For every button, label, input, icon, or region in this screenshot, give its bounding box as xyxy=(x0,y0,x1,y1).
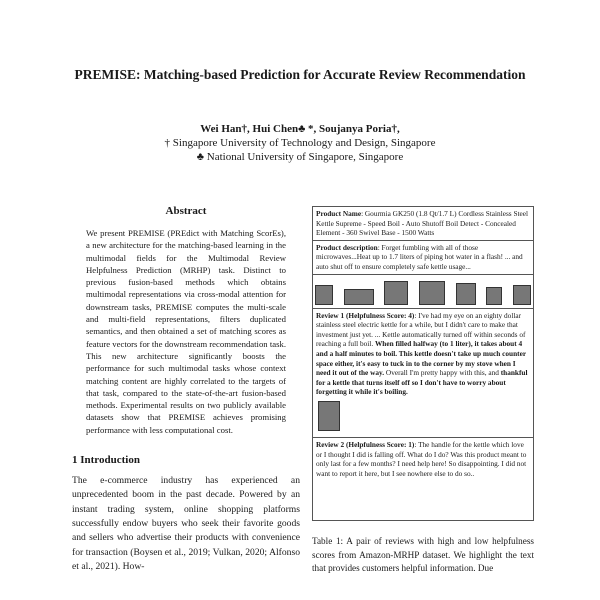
review-1-image-row xyxy=(316,397,530,435)
introduction-heading: 1 Introduction xyxy=(72,454,140,467)
review-1-cell xyxy=(312,309,534,438)
product-desc-text: : Forget fumbling with all of those microwaves...Heat up to 1.7 liters of piping hot water in a flash! ... and auto shut off to ensure completely safe kettle usage... xyxy=(316,242,523,271)
product-description-cell xyxy=(312,241,534,275)
kettle-image-6 xyxy=(486,287,502,305)
table-caption: Table 1: A pair of reviews with high and low helpfulness scores from Amazon-MRHP dataset. We highlight the text that provides customers helpful information. Due xyxy=(312,536,534,573)
product-desc-label: Product description xyxy=(316,242,378,252)
author-block xyxy=(60,122,540,164)
review-2-spacer xyxy=(316,478,530,518)
review-1-highlight-1: When filled halfway (to 1 liter), it takes about 4 and a half minutes to boil. This kettle doesn't take up much counter space either, it's easy to tuck in to the corner by my stove when I need it out of the way. xyxy=(316,339,526,378)
review-2-cell xyxy=(312,438,534,521)
affiliation-1: † Singapore University of Technology and Design, Singapore xyxy=(164,137,436,149)
kettle-image-2 xyxy=(344,289,374,305)
review-2-text: : The handle for the kettle which love or I thought I did is falling off. What do I do? Was this product meant to only last for a few months? I need help here! So disappointing. I did not want to report it here, but I see nowhere else to do so.. xyxy=(316,439,527,478)
kettle-image-7 xyxy=(513,285,531,305)
kettle-image-5 xyxy=(456,283,476,305)
review-2-label: Review 2 (Helpfulness Score: 1) xyxy=(316,439,415,449)
review-1-text: : I've had my eye on an eighty dollar stainless steel electric kettle for a while, but I didn't care to make that investment just yet. ... Kettle automatically turned off within seconds of reaching a full boil. xyxy=(316,310,526,349)
abstract-body: We present PREMISE (PREdict with Matching ScorEs), a new architecture for the matching-based learning in the multimodal fields for the Multimodal Review Helpfulness Prediction (MRHP) task. Distinct to previous fusion-based methods which obtains multimodal representations via cross-modal attention for downstream tasks, PREMISE computes the multi-scale and multi-field representations, filters duplicated semantics, and then obtained a set of matching scores as feature vectors for the downstream recommendation task. This new architecture significantly boosts the performance for such multimodal tasks whose context matching content are highly correlated to the targets of that task, compared to the state-of-the-art fusion-based methods. Experimental results on two publicly available datasets show that PREMISE achieves promising performance with less computational cost. xyxy=(86,228,286,435)
kettle-image-4 xyxy=(419,281,445,305)
review-1-text-2: Overall I'm pretty happy with this, and xyxy=(384,368,501,378)
introduction-body: The e-commerce industry has experienced an unprecedented boom in the past decade. Powered by an instant trading system, online shopping platforms successfully endow buyers who seek their favorite goods and sellers who advertise their products with convenience for transaction (Boysen et al., 2019; Vulkan, 2020; Alfonso et al., 2021). How- xyxy=(72,475,300,572)
product-name-text: : Gourmia GK250 (1.8 Qt/1.7 L) Cordless Stainless Steel Kettle Supreme - Speed Boil - Auto Shutoff Boil Detect - Concealed Element - 360 Swivel Base - 1500 Watts xyxy=(316,209,529,238)
review-1-highlight-2: thankful for a kettle that turns itself off so I don't have to worry about forgetting it while it's boiling. xyxy=(316,368,528,397)
review-1-image xyxy=(318,401,340,431)
product-name-label: Product Name xyxy=(316,209,362,218)
left-column xyxy=(72,205,300,574)
review-1-label: Review 1 (Helpfulness Score: 4) xyxy=(316,310,415,320)
product-name-cell xyxy=(312,206,534,241)
product-images xyxy=(312,275,534,309)
kettle-image-1 xyxy=(315,285,333,305)
author-names: Wei Han†, Hui Chen♣ *, Soujanya Poria†, xyxy=(200,123,400,135)
abstract-heading: Abstract xyxy=(165,205,207,217)
paper-title: PREMISE: Matching-based Prediction for Accurate Review Recommendation xyxy=(74,67,526,82)
kettle-image-3 xyxy=(384,281,408,305)
right-column xyxy=(312,206,534,575)
affiliation-2: ♣ National University of Singapore, Singapore xyxy=(196,151,404,163)
